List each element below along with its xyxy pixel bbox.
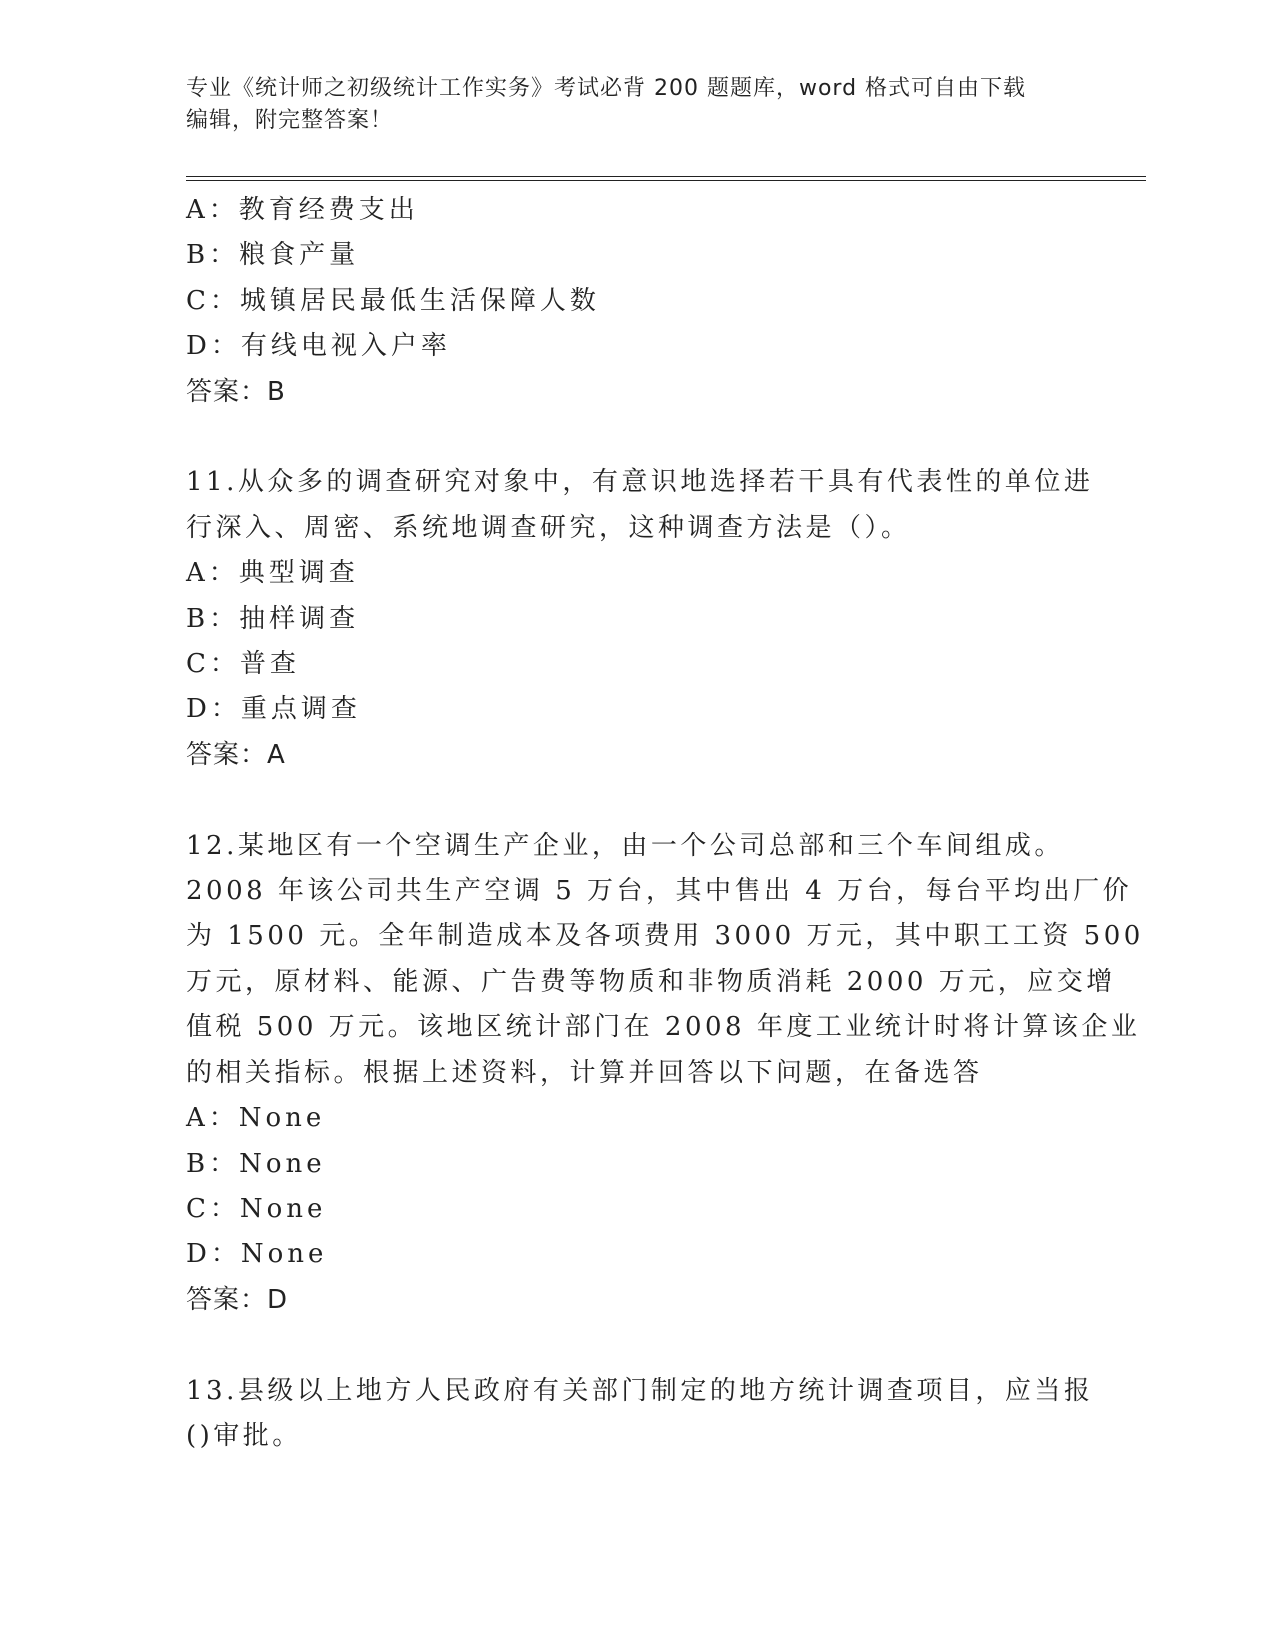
question-12 <box>186 824 1144 1323</box>
question-stem-line: 万元，原材料、能源、广告费等物质和非物质消耗 2000 万元，应交增 <box>186 966 1116 997</box>
option-a: A：None <box>186 1103 326 1134</box>
question-11 <box>186 460 1094 778</box>
question-spacer <box>186 778 1086 823</box>
question-stem-line: 11.从众多的调查研究对象中，有意识地选择若干具有代表性的单位进 <box>186 467 1094 498</box>
header-divider-top <box>186 176 1146 177</box>
header-divider-bottom <box>186 180 1146 181</box>
header-title-line-1: 专业《统计师之初级统计工作实务》考试必背 200 题题库，word 格式可自由下载 <box>186 76 1027 101</box>
option-c: C：城镇居民最低生活保障人数 <box>186 285 600 316</box>
header-title-line-2: 编辑，附完整答案！ <box>186 108 394 133</box>
question-stem-line: 2008 年该公司共生产空调 5 万台，其中售出 4 万台，每台平均出厂价 <box>186 876 1133 907</box>
option-a: A：典型调查 <box>186 558 359 589</box>
answer-line: 答案：D <box>186 1284 289 1315</box>
option-d: D：None <box>186 1239 328 1270</box>
question-stem <box>186 824 1144 1096</box>
option-a: A：教育经费支出 <box>186 195 419 225</box>
option-b: B：粮食产量 <box>186 240 360 271</box>
question-stem-line: 行深入、周密、系统地调查研究，这种调查方法是（）。 <box>186 512 911 543</box>
option-c: C：None <box>186 1193 327 1224</box>
question-stem-line: 的相关指标。根据上述资料，计算并回答以下问题，在备选答 <box>186 1057 983 1088</box>
option-b: B：None <box>186 1148 326 1179</box>
document-header <box>186 73 1066 137</box>
option-c: C：普查 <box>186 649 300 680</box>
question-stem-line: ()审批。 <box>186 1420 302 1451</box>
answer-line: 答案：B <box>186 376 286 407</box>
option-b: B：抽样调查 <box>186 603 360 634</box>
question-stem <box>186 460 1094 551</box>
question-stem-line: 12.某地区有一个空调生产企业，由一个公司总部和三个车间组成。 <box>186 830 1064 861</box>
question-13 <box>186 1369 1094 1460</box>
question-spacer <box>186 415 1086 460</box>
question-stem <box>186 1369 1094 1460</box>
question-list <box>186 188 1144 1459</box>
question-stem-line: 为 1500 元。全年制造成本及各项费用 3000 万元，其中职工工资 500 <box>186 921 1144 952</box>
option-d: D：有线电视入户率 <box>186 331 451 362</box>
question-spacer <box>186 1323 1086 1368</box>
question-10 <box>186 188 1086 415</box>
option-d: D：重点调查 <box>186 694 361 725</box>
question-stem-line: 值税 500 万元。该地区统计部门在 2008 年度工业统计时将计算该企业 <box>186 1012 1141 1043</box>
question-stem-line: 13.县级以上地方人民政府有关部门制定的地方统计调查项目，应当报 <box>186 1375 1094 1406</box>
answer-line: 答案：A <box>186 739 286 770</box>
